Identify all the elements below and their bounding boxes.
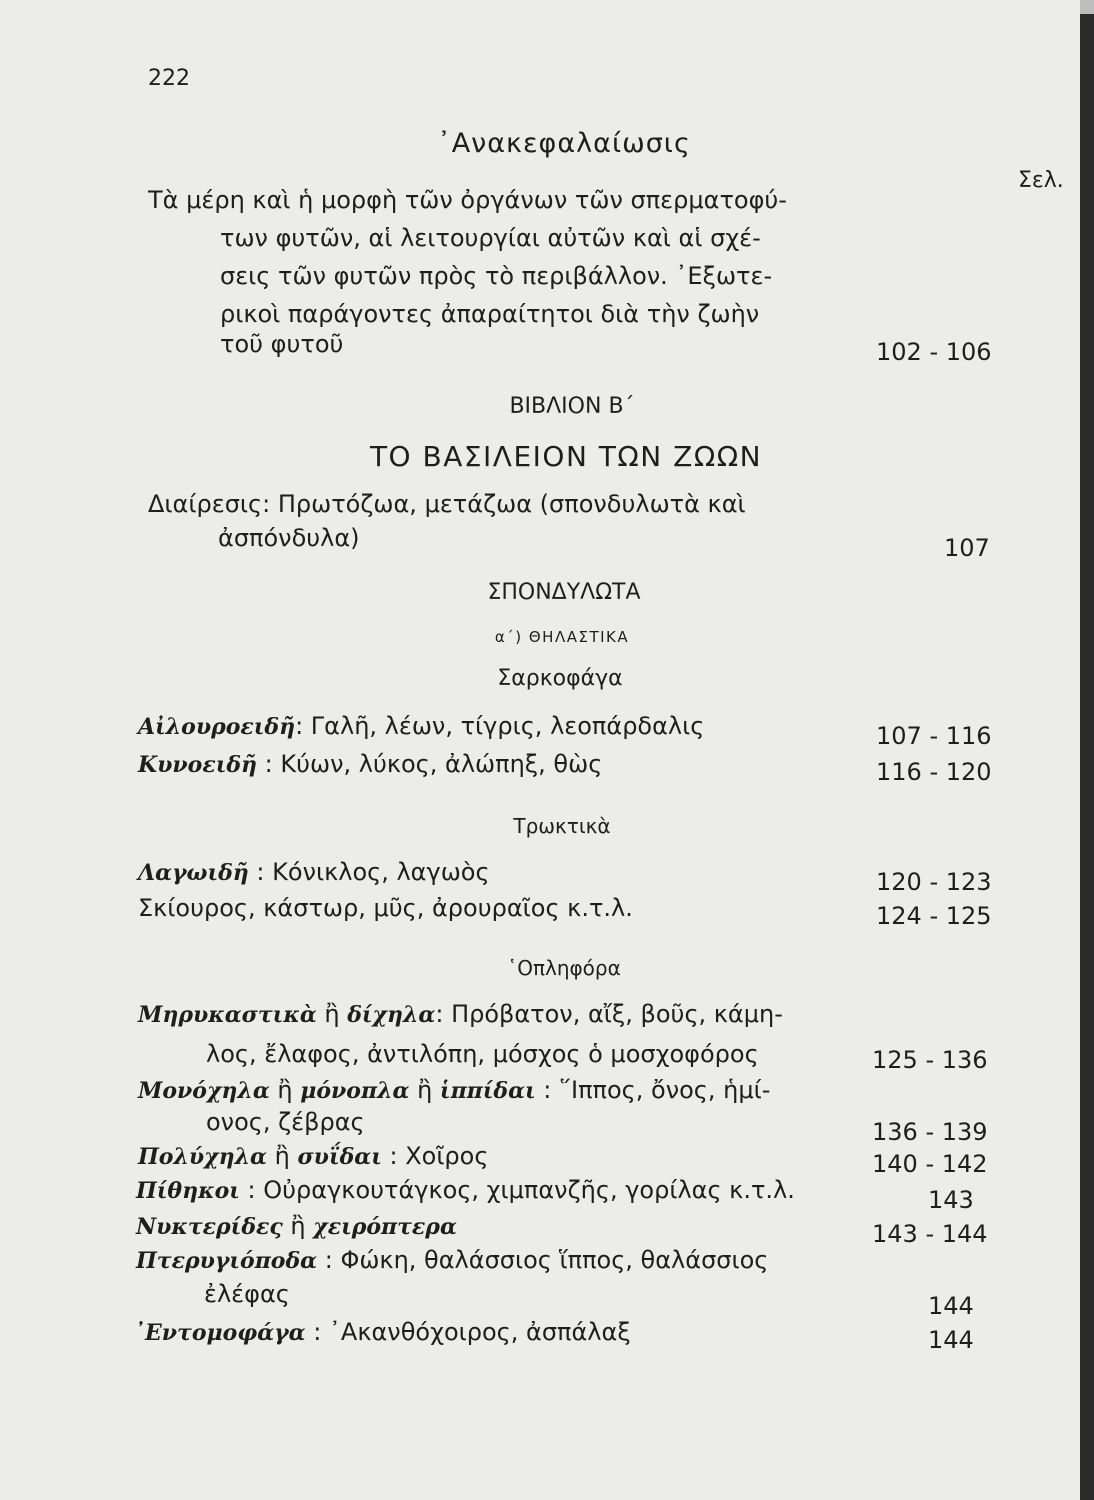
entry-connector: ἢ bbox=[409, 1076, 440, 1104]
entry-term-alt: συΐδαι bbox=[297, 1144, 382, 1170]
entry-canids-pages: 116 - 120 bbox=[876, 758, 992, 786]
entry-term: Λαγωιδῆ bbox=[138, 860, 249, 886]
entry-bats bbox=[136, 1212, 457, 1240]
rodents-heading: Τρωκτικὰ bbox=[513, 814, 611, 838]
entry-text: : Χοῖρος bbox=[381, 1142, 489, 1170]
entry-canids bbox=[138, 750, 602, 778]
entry-equids bbox=[138, 1076, 770, 1104]
entry-apes bbox=[136, 1176, 795, 1204]
entry-term: Αἰλουροειδῆ bbox=[138, 714, 296, 740]
entry-term: ᾿Εντομοφάγα bbox=[134, 1320, 306, 1346]
entry-text: : Κύων, λύκος, ἀλώπηξ, θὼς bbox=[257, 750, 603, 778]
entry-suids-pages: 140 - 142 bbox=[872, 1150, 988, 1178]
entry-bats-pages: 143 - 144 bbox=[872, 1220, 988, 1248]
entry-text: : ᾿Ακανθόχοιρος, ἀσπάλαξ bbox=[305, 1318, 631, 1346]
entry-ruminants-pages: 125 - 136 bbox=[872, 1046, 988, 1074]
ungulates-heading: ῾Οπληφόρα bbox=[507, 956, 621, 980]
entry-text: : Οὐραγκουτάγκος, χιμπανζῆς, γορίλας κ.τ.λ. bbox=[239, 1176, 795, 1204]
scan-edge-corner bbox=[1080, 0, 1094, 14]
entry-pinnipeds-pages: 144 bbox=[928, 1292, 974, 1320]
entry-suids bbox=[138, 1142, 488, 1170]
entry-term-alt: ἱππίδαι bbox=[439, 1078, 536, 1104]
entry-connector: ἢ bbox=[316, 1000, 348, 1028]
entry-term-alt: δίχηλα bbox=[347, 1002, 436, 1028]
entry-term-alt: μόνοπλα bbox=[300, 1078, 410, 1104]
scan-edge bbox=[1080, 0, 1094, 1500]
entry-text: : Κόνικλος, λαγωὸς bbox=[248, 858, 490, 886]
entry-term: Πολύχηλα bbox=[138, 1144, 267, 1170]
entry-term: Κυνοειδῆ bbox=[138, 752, 258, 778]
entry-text: : Γαλῆ, λέων, τίγρις, λεοπάρδαλις bbox=[295, 712, 705, 740]
entry-connector: ἢ bbox=[282, 1212, 314, 1240]
vertebrates-heading: ΣΠΟΝΔΥΛΩΤΑ bbox=[487, 580, 641, 605]
entry-text: : Φώκη, θαλάσσιος ἵππος, θαλάσσιος bbox=[317, 1246, 769, 1274]
entry-term: Πτερυγιόποδα bbox=[136, 1248, 318, 1274]
book-label: ΒΙΒΛΙΟΝ Β΄ bbox=[509, 394, 635, 419]
division-line-2: ἀσπόνδυλα) bbox=[218, 524, 360, 552]
entry-term: Μονόχηλα bbox=[138, 1078, 270, 1104]
entry-ruminants-line-2: λος, ἔλαφος, ἀντιλόπη, μόσχος ὁ μοσχοφόρος bbox=[206, 1040, 759, 1068]
entry-insectivores bbox=[134, 1318, 631, 1346]
entry-equids-pages: 136 - 139 bbox=[872, 1118, 988, 1146]
summary-pages: 102 - 106 bbox=[876, 338, 992, 366]
entry-pinnipeds bbox=[136, 1246, 768, 1274]
summary-line-5: τοῦ φυτοῦ bbox=[220, 330, 344, 358]
summary-line-3: σεις τῶν φυτῶν πρὸς τὸ περιβάλλον. ᾿Εξωτε- bbox=[220, 262, 773, 290]
entry-leporids bbox=[138, 858, 490, 886]
entry-insectivores-pages: 144 bbox=[928, 1326, 974, 1354]
summary-line-1: Τὰ μέρη καὶ ἡ μορφὴ τῶν ὀργάνων τῶν σπερματοφύ- bbox=[148, 186, 787, 214]
entry-term: Μηρυκαστικὰ bbox=[138, 1002, 317, 1028]
mammals-subheading: α΄) ΘΗΛΑΣΤΙΚΑ bbox=[494, 628, 630, 646]
entry-ruminants bbox=[138, 1000, 783, 1028]
page-number: 222 bbox=[148, 66, 190, 91]
entry-term: Νυκτερίδες bbox=[136, 1214, 283, 1240]
entry-term-alt: χειρόπτερα bbox=[313, 1214, 457, 1240]
entry-rodents-other: Σκίουρος, κάστωρ, μῦς, ἀρουραῖος κ.τ.λ. bbox=[138, 894, 633, 922]
division-pages: 107 bbox=[944, 534, 990, 562]
entry-equids-line-2: ονος, ζέβρας bbox=[206, 1108, 365, 1136]
carnivores-heading: Σαρκοφάγα bbox=[497, 666, 623, 691]
entry-text: : ῞Ιππος, ὄνος, ἡμί- bbox=[535, 1076, 771, 1104]
entry-felids-pages: 107 - 116 bbox=[876, 722, 992, 750]
summary-line-4: ρικοὶ παράγοντες ἀπαραίτητοι διὰ τὴν ζωὴν bbox=[220, 300, 760, 328]
book-title: ΤΟ ΒΑΣΙΛΕΙΟΝ ΤΩΝ ΖΩΩΝ bbox=[369, 440, 763, 473]
summary-line-2: των φυτῶν, αἱ λειτουργίαι αὐτῶν καὶ αἱ σχέ- bbox=[220, 224, 761, 252]
entry-rodents-other-pages: 124 - 125 bbox=[876, 902, 992, 930]
division-line-1: Διαίρεσις: Πρωτόζωα, μετάζωα (σπονδυλωτὰ καὶ bbox=[148, 490, 746, 518]
page-column-label: Σελ. bbox=[1018, 168, 1064, 193]
entry-connector: ἢ bbox=[269, 1076, 301, 1104]
entry-connector: ἢ bbox=[266, 1142, 298, 1170]
entry-apes-pages: 143 bbox=[928, 1186, 974, 1214]
summary-heading: ᾿Ανακεφαλαίωσις bbox=[437, 128, 691, 159]
entry-pinnipeds-line-2: ἐλέφας bbox=[204, 1280, 290, 1308]
entry-felids bbox=[138, 712, 704, 740]
entry-term: Πίθηκοι bbox=[136, 1178, 240, 1204]
entry-text: : Πρόβατον, αἴξ, βοῦς, κάμη- bbox=[435, 1000, 783, 1028]
entry-leporids-pages: 120 - 123 bbox=[876, 868, 992, 896]
